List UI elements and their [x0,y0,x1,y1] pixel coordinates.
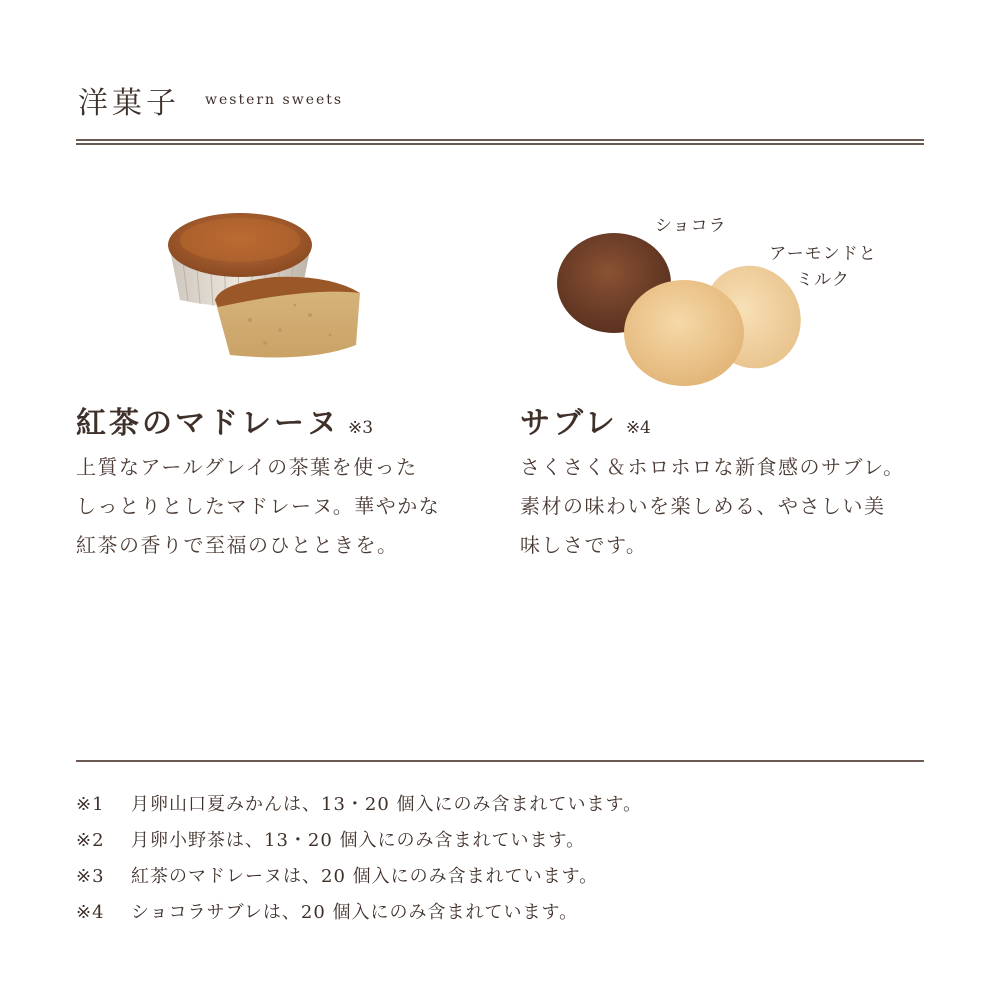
product-name: サブレ [520,406,618,441]
description-line: しっとりとしたマドレーヌ。華やかな [76,494,441,518]
section-title: 洋菓子 [78,86,180,121]
footnote-row [76,787,924,823]
section-subtitle: western sweets [205,92,344,108]
footnote-text: 月卵山口夏みかんは、13・20 個入にのみ含まれています。 [131,794,643,815]
product-description-sable [520,448,930,565]
product-title-sable [520,398,651,442]
footnote-row [76,895,924,931]
footnote-mark: ※4 [76,902,105,923]
flavor-label-almond-line1: アーモンドと [769,244,877,264]
flavor-label-almond-milk [758,241,888,293]
madeleine-image [160,205,380,375]
product-note-mark: ※3 [348,418,374,438]
footnote-text: 紅茶のマドレーヌは、20 個入にのみ含まれています。 [131,866,599,887]
footnote-divider [76,760,924,762]
flavor-label-almond-line2: ミルク [796,270,850,290]
flavor-label-chocolate: ショコラ [655,216,727,236]
footnotes [76,787,924,931]
header-divider [76,139,924,145]
description-line: さくさく＆ホロホロな新食感のサブレ。 [520,455,905,479]
description-line: 紅茶の香りで至福のひとときを。 [76,533,399,557]
footnote-text: ショコラサブレは、20 個入にのみ含まれています。 [131,902,579,923]
product-title-madeleine [76,398,373,442]
product-description-madeleine [76,448,496,565]
footnote-mark: ※1 [76,794,105,815]
description-line: 味しさです。 [520,533,648,557]
product-name: 紅茶のマドレーヌ [76,406,340,441]
footnote-text: 月卵小野茶は、13・20 個入にのみ含まれています。 [131,830,586,851]
description-line: 素材の味わいを楽しめる、やさしい美 [520,494,886,518]
footnote-row [76,823,924,859]
footnote-mark: ※3 [76,866,105,887]
product-note-mark: ※4 [625,418,651,438]
footnote-row [76,859,924,895]
description-line: 上質なアールグレイの茶葉を使った [76,455,418,479]
footnote-mark: ※2 [76,830,105,851]
